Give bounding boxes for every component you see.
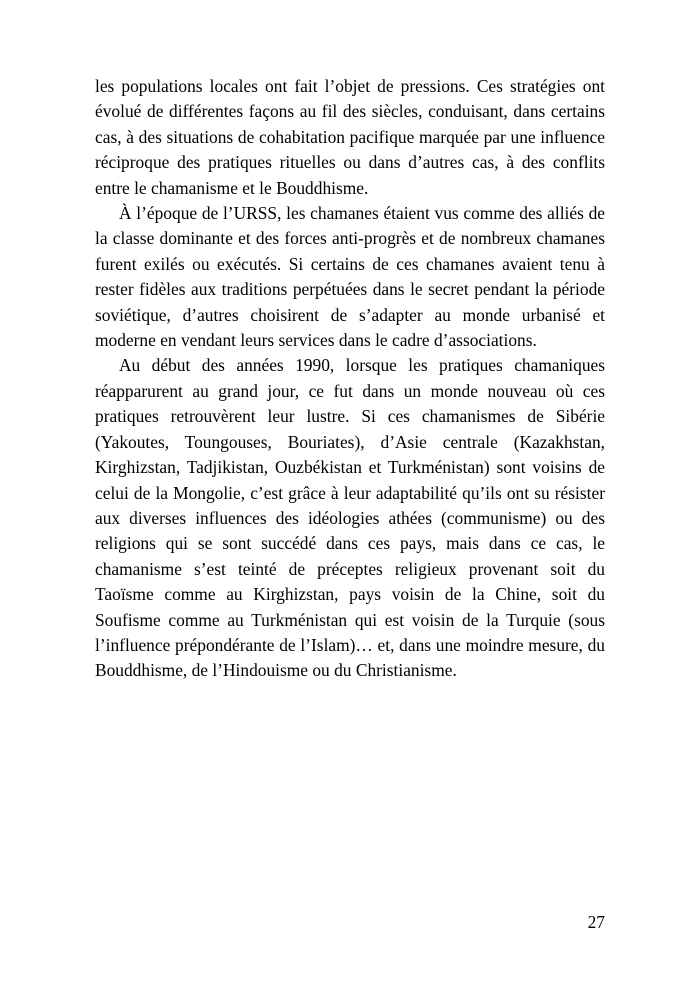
body-text	[95, 74, 605, 684]
paragraph-2: À l’époque de l’URSS, les chamanes étaient vus comme des alliés de la classe dominante et des forces anti-progrès et de nombreux chamanes furent exilés ou exécutés. Si certains de ces chamanes avaient tenu à rester fidèles aux traditions perpétuées dans le secret pendant la période soviétique, d’autres choisirent de s’adapter au monde urbanisé et moderne en vendant leurs services dans le cadre d’associations.	[95, 203, 605, 351]
paragraph-3: Au début des années 1990, lorsque les pratiques chamaniques réapparurent au grand jour, ce fut dans un monde nouveau où ces pratiques retrouvèrent leur lustre. Si ces chamanismes de Sibérie (Yakoutes, Toungouses, Bouriates), d’Asie centrale (Kazakhstan, Kirghizstan, Tadjikistan, Ouzbékistan et Turkménistan) sont voisins de celui de la Mongolie, c’est grâce à leur adaptabilité qu’ils ont su résister aux diverses influences des idéologies athées (communisme) ou des religions qui se sont succédé dans ces pays, mais dans ce cas, le chamanisme s’est teinté de préceptes religieux provenant soit du Taoïsme comme au Kirghizstan, pays voisin de la Chine, soit du Soufisme comme au Turkménistan qui est voisin de la Turquie (sous l’influence prépondérante de l’Islam)… et, dans une moindre mesure, du Bouddhisme, de l’Hindouisme ou du Christianisme.	[95, 355, 605, 681]
page-number: 27	[587, 912, 605, 932]
paragraph-1: les populations locales ont fait l’objet de pressions. Ces stratégies ont évolué de différentes façons au fil des siècles, conduisant, dans certains cas, à des situations de cohabitation pacifique marquée par une influence réciproque des pratiques rituelles ou dans d’autres cas, à des conflits entre le chamanisme et le Bouddhisme.	[95, 76, 605, 198]
